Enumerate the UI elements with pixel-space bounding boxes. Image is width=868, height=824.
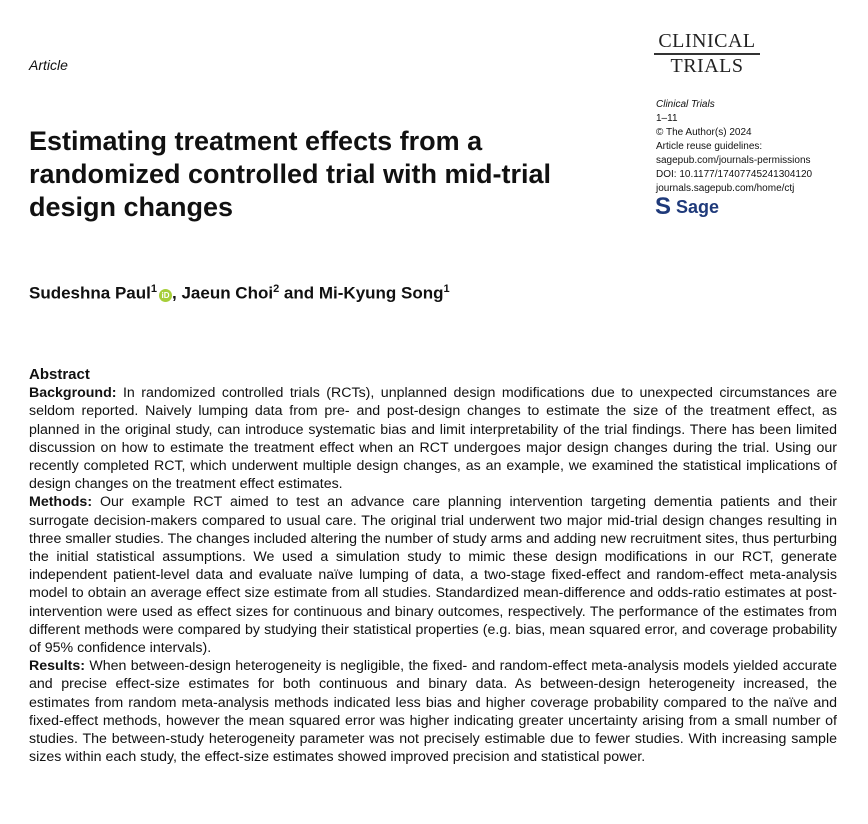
article-metadata (656, 98, 812, 196)
meta-reuse-label: Article reuse guidelines: (656, 141, 763, 152)
results-text: When between-design heterogeneity is negligible, the fixed- and random-effect meta-analysis models yielded accurate and precise effect-size estimates for both continuous and binary data. As between-design heterogeneity increased, the estimates from random meta-analysis methods indicated less bias and higher coverage probability compared to the naïve and fixed-effect methods, however the mean squared error was higher indicating greater uncertainty arising from a small number of studies. The between-study heterogeneity parameter was not precisely estimable due to fewer studies. With increasing sample sizes within each study, the effect-size estimates showed improved precision and statistical power. (29, 658, 837, 766)
abstract (29, 366, 837, 766)
author-name: Mi-Kyung Song (318, 283, 444, 303)
background-text: In randomized controlled trials (RCTs), unplanned design modifications due to unexpected circumstances are seldom reported. Naively lumping data from pre- and post-design changes to estimate the size of the treatment effect, as planned in the original study, can introduce systematic bias and limit interpretability of the trial findings. There has been limited discussion on how to estimate the treatment effect when an RCT undergoes major design changes during the trial. Using our recently completed RCT, which underwent multiple design changes, as an example, we examined the statistical implications of design changes on the treatment effect estimates. (29, 385, 837, 493)
orcid-icon[interactable]: iD (159, 289, 172, 302)
publisher-logo (655, 193, 720, 220)
abstract-background (29, 384, 837, 493)
article-type-label: Article (29, 57, 68, 73)
abstract-methods (29, 493, 837, 657)
author-affiliation: 1 (443, 283, 450, 295)
author-list (29, 283, 450, 304)
author-separator: , (172, 283, 182, 303)
meta-doi[interactable]: DOI: 10.1177/17407745241304120 (656, 169, 813, 180)
sage-s-icon: S (655, 193, 672, 220)
meta-journal-link[interactable]: journals.sagepub.com/home/ctj (656, 183, 795, 194)
publisher-name: Sage (676, 196, 720, 217)
article-title: Estimating treatment effects from a randomized controlled trial with mid-trial design changes (29, 126, 552, 222)
methods-label: Methods: (29, 494, 93, 511)
abstract-heading: Abstract (29, 366, 90, 383)
meta-journal-name: Clinical Trials (656, 99, 715, 110)
methods-text: Our example RCT aimed to test an advance care planning intervention targeting dementia patients and their surrogate decision-makers compared to usual care. The original trial underwent two major mid-trial design changes resulting in three smaller studies. The changes included altering the number of study arms and adding new recruitment sites, thus perturbing the initial statistical assumptions. We used a simulation study to mimic these design modifications in our RCT, generate independent patient-level data and evaluate naïve lumping of data, a two-stage fixed-effect and random-effect meta-analysis model to obtain an average effect size estimate from all studies. Standardized mean-difference and odds-ratio estimates at post-intervention were used as effect sizes for continuous and binary outcomes, respectively. The performance of the estimates from different methods were compared by studying their statistical properties (e.g. bias, mean squared error, and coverage probability of 95% confidence intervals). (29, 494, 837, 657)
author-affiliation: 2 (273, 283, 280, 295)
author-separator: and (279, 283, 319, 303)
meta-pages: 1–11 (656, 113, 678, 124)
author-name: Sudeshna Paul (29, 283, 151, 303)
results-label: Results: (29, 658, 85, 675)
background-label: Background: (29, 385, 117, 402)
journal-logo-line2: TRIALS (670, 55, 744, 77)
meta-reuse-link[interactable]: sagepub.com/journals-permissions (656, 155, 811, 166)
journal-logo-line1: CLINICAL (654, 30, 760, 55)
meta-copyright: © The Author(s) 2024 (656, 127, 752, 138)
author-name: Jaeun Choi (181, 283, 274, 303)
abstract-results (29, 657, 837, 766)
journal-logo (654, 30, 760, 77)
author-affiliation: 1 (150, 283, 157, 295)
